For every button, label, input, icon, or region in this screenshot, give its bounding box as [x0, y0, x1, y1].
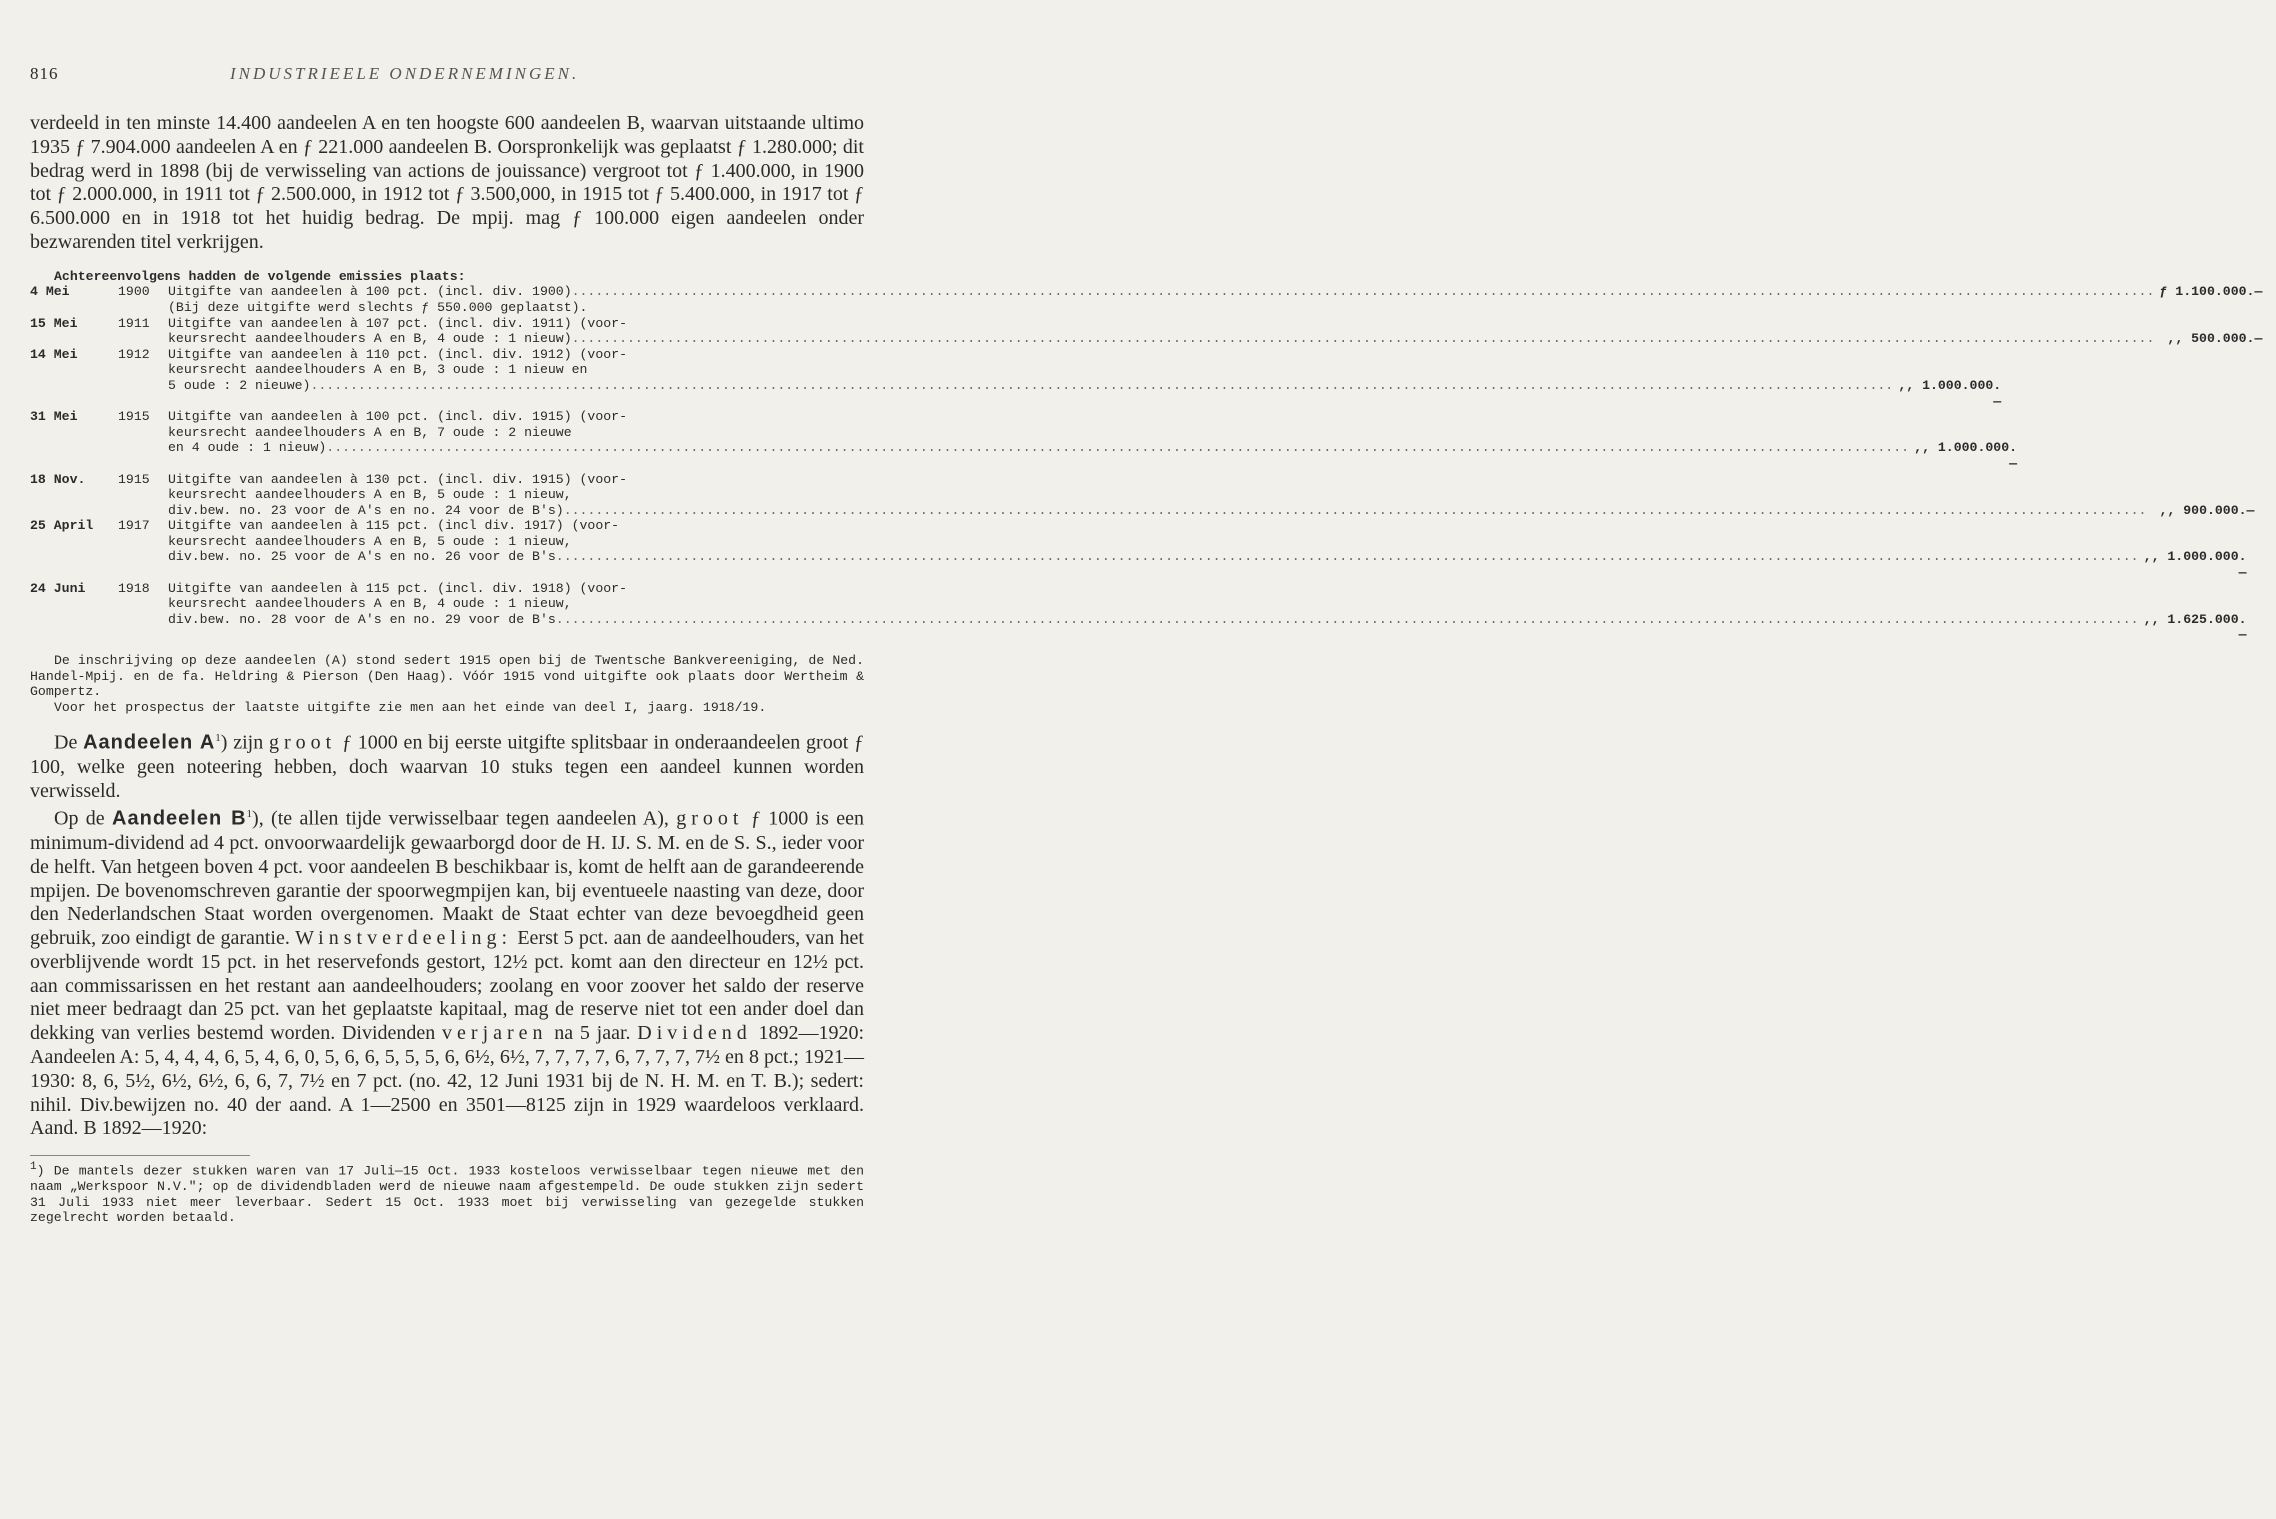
emission-year: 1917: [118, 518, 150, 534]
emission-line: [168, 409, 1909, 425]
emission-line-text: keursrecht aandeelhouders A en B, 5 oude : 1 nieuw,: [168, 533, 572, 549]
emission-description: [168, 518, 2143, 580]
emission-date: 18 Nov.: [30, 471, 86, 487]
emission-date: 15 Mei: [30, 315, 78, 331]
emission-line-text: 5 oude : 2 nieuwe): [168, 377, 311, 393]
emission-line-text: keursrecht aandeelhouders A en B, 5 oude : 1 nieuw,: [168, 487, 572, 503]
emission-amount: ,, 900.000.—: [2159, 502, 2255, 518]
emission-row: [30, 518, 2247, 581]
emission-description: [168, 581, 2143, 643]
emission-amount: ,, 1.000.000.—: [1914, 440, 2018, 471]
emission-description: [168, 472, 2150, 519]
emission-amount: ƒ 1.100.000.—: [2159, 284, 2263, 300]
text-span: ƒ 1000 en bij eerste uitgifte splitsbaar in onderaandeelen groot ƒ 100, welke geen noteering hebben, doch waarvan 10 stuks tegen een aandeel kunnen worden verwisseld.: [30, 732, 865, 802]
notes: [30, 653, 864, 715]
emission-line-text: div.bew. no. 23 voor de A's en no. 24 voor de B's): [168, 502, 564, 518]
text-span: De: [54, 732, 78, 755]
emission-row: [30, 346, 2002, 409]
emission-line-text: keursrecht aandeelhouders A en B, 3 oude : 1 nieuw en: [168, 362, 588, 378]
emission-line: [168, 581, 2139, 597]
emission-line: [168, 472, 2146, 488]
emission-amount: ,, 1.000.000.—: [1898, 377, 2002, 409]
emission-line: [168, 300, 2154, 316]
text-span: Op de: [54, 808, 105, 831]
footnote-ref: 1: [246, 808, 253, 821]
text-span: ƒ 1000 is een minimum-dividend ad 4 pct. onvoorwaardelijk gewaarborgd door de H. IJ. S. M. en de S. S., ieder voor de helft. Van hetgeen boven 4 pct. voor aandeelen B beschikbaar is, komt de helft aan de garandeerende mpijen. De bovenomschreven garantie der spoorwegmpijen kan, bij eventueele naasting van deze, door den Nederlandschen Staat worden overgenomen. Maakt de Staat echter van deze bevoegdheid geen gebruik, zoo eindigt de garantie.: [30, 808, 865, 950]
emission-amount: ,, 1.625.000.—: [2143, 611, 2247, 643]
emission-line: [168, 612, 2139, 628]
emission-line: [168, 316, 2154, 332]
leader-dots: ........................................................................................................................................................................................................: [326, 440, 1910, 456]
spaced-verjaren: verjaren: [442, 1022, 548, 1045]
emission-year: 1915: [118, 409, 150, 425]
emission-year: 1900: [118, 284, 150, 300]
emission-line: [168, 518, 2139, 534]
emission-line-text: (Bij deze uitgifte werd slechts ƒ 550.000 geplaatst).: [168, 299, 588, 315]
emission-line: [168, 347, 1893, 363]
emission-line: [168, 362, 1893, 378]
emission-row: [30, 580, 2247, 643]
emission-amount: ,, 1.000.000.—: [2143, 549, 2247, 581]
emission-line: [168, 549, 2139, 565]
emission-line-text: Uitgifte van aandeelen à 100 pct. (incl. div. 1900): [168, 284, 572, 300]
emission-row: [30, 315, 2263, 347]
page-number: 816: [30, 64, 59, 83]
emission-row: [30, 284, 2263, 315]
leader-dots: ........................................................................................................................................................................................................: [571, 331, 2155, 347]
emissions-list: [30, 284, 2263, 643]
spaced-winstverdeeling: Winstverdeeling:: [295, 927, 513, 950]
emission-line-text: Uitgifte van aandeelen à 107 pct. (incl. div. 1911) (voor-: [168, 315, 627, 331]
footnote: [30, 1160, 864, 1226]
emission-date: 4 Mei: [30, 284, 70, 300]
emission-line-text: div.bew. no. 25 voor de A's en no. 26 voor de B's: [168, 549, 556, 565]
emission-amount: ,, 500.000.—: [2167, 331, 2263, 347]
emission-line: [168, 378, 1893, 394]
spaced-dividend: Dividend: [637, 1022, 752, 1045]
leader-dots: ........................................................................................................................................................................................................: [555, 549, 2139, 565]
emission-line-text: div.bew. no. 28 voor de A's en no. 29 voor de B's: [168, 611, 556, 627]
leader-dots: ........................................................................................................................................................................................................: [563, 502, 2147, 518]
paragraph-aandeelen-b: [30, 803, 864, 1141]
footnote-rule: [30, 1155, 250, 1156]
emission-line-text: en 4 oude : 1 nieuw): [168, 440, 327, 456]
emission-description: [168, 284, 2158, 315]
text-span: Eerst 5 pct. aan de aandeelhouders, van het overblijvende wordt 15 pct. in het reservefonds gestort, 12½ pct. komt aan den directeur en 12½ pct. aan commissarissen en het restant aan aandeelhouders; zoolang en voor zoover het saldo der reserve niet meer bedraagt dan 25 pct. van het geplaatste kapitaal, mag de reserve niet tot een ander doel dan dekking van verlies bestemd worden. Dividenden: [30, 927, 864, 1045]
emission-date: 31 Mei: [30, 409, 78, 425]
emission-line-text: Uitgifte van aandeelen à 130 pct. (incl. div. 1915) (voor-: [168, 471, 627, 487]
emission-line: [168, 440, 1909, 456]
page-header: [30, 64, 864, 86]
footnote-marker: 1: [30, 1161, 37, 1174]
intro-paragraph: verdeeld in ten minste 14.400 aandeelen A en ten hoogste 600 aandeelen B, waarvan uitstaande ultimo 1935 ƒ 7.904.000 aandeelen A en ƒ 221.000 aandeelen B. Oorspronkelijk was geplaatst ƒ 1.280.000; dit bedrag werd in 1898 (bij de verwisseling van actions de jouissance) vergroot tot ƒ 1.400.000, in 1900 tot ƒ 2.000.000, in 1911 tot ƒ 2.500.000, in 1912 tot ƒ 3.500,000, in 1915 tot ƒ 5.400.000, in 1917 tot ƒ 6.500.000 en in 1918 tot het huidig bedrag. De mpij. mag ƒ 100.000 eigen aandeelen onder bezwarenden titel verkrijgen.: [30, 112, 864, 253]
emission-line: [168, 425, 1909, 441]
emission-line-text: Uitgifte van aandeelen à 100 pct. (incl. div. 1915) (voor-: [168, 409, 627, 425]
footnote-ref: 1: [215, 732, 221, 745]
text-span: na 5 jaar.: [554, 1022, 631, 1045]
emission-line: [168, 487, 2146, 503]
emission-line-text: keursrecht aandeelhouders A en B, 7 oude : 2 nieuwe: [168, 424, 572, 440]
emission-line: [168, 534, 2139, 550]
note-subscription: De inschrijving op deze aandeelen (A) stond sedert 1915 open bij de Twentsche Bankvereeniging, de Ned. Handel-Mpij. en de fa. Heldring & Pierson (Den Haag). Vóór 1915 vond uitgifte ook plaats door Wertheim & Gompertz.: [30, 653, 864, 700]
emission-date: 14 Mei: [30, 346, 78, 362]
emission-row: [30, 409, 2018, 471]
emissions-section: [30, 268, 2263, 716]
leader-dots: ........................................................................................................................................................................................................: [555, 611, 2139, 627]
text-span: 1892—1920: Aandeelen A: 5, 4, 4, 4, 6, 5, 4, 6, 0, 5, 6, 6, 5, 5, 5, 6, 6½, 6½, 7, 7, 7, 7, 6, 7, 7, 7, 7½ en 8 pct.; 1921—1930: 8, 6, 5½, 6½, 6½, 6, 6, 7, 7½ en 7 pct. (no. 42, 12 Juni 1931 bij de N. H. M. en T. B.); sedert: nihil. Div.bewijzen no. 40 der aand. A 1—2500 en 3501—8125 zijn in 1929 waardeloos verklaard. Aand. B 1892—1920:: [30, 1022, 865, 1140]
spaced-groot: groot: [269, 732, 337, 755]
emission-year: 1918: [118, 580, 150, 596]
spaced-groot: groot: [676, 808, 744, 831]
emission-year: 1915: [118, 471, 150, 487]
emission-description: [168, 409, 1913, 471]
emission-year: 1912: [118, 346, 150, 362]
emission-line: [168, 503, 2146, 519]
emission-description: [168, 347, 1897, 409]
emission-line-text: keursrecht aandeelhouders A en B, 4 oude : 1 nieuw): [168, 331, 572, 347]
text-span: ), (te allen tijde verwisselbaar tegen aandeelen A),: [252, 808, 669, 831]
emission-row: [30, 471, 2255, 519]
emission-line-text: Uitgifte van aandeelen à 115 pct. (incl div. 1917) (voor-: [168, 518, 620, 534]
term-aandeelen-b: Aandeelen B: [112, 808, 247, 831]
emission-line: [168, 596, 2139, 612]
emission-line-text: keursrecht aandeelhouders A en B, 4 oude : 1 nieuw,: [168, 596, 572, 612]
emission-year: 1911: [118, 315, 150, 331]
leader-dots: ........................................................................................................................................................................................................: [571, 284, 2155, 300]
paragraph-aandeelen-a: [30, 727, 864, 803]
emission-line: [168, 331, 2154, 347]
emission-line-text: Uitgifte van aandeelen à 115 pct. (incl. div. 1918) (voor-: [168, 580, 627, 596]
body-text: [30, 727, 864, 1141]
text-span: ) zijn: [220, 732, 264, 755]
emissions-title: Achtereenvolgens hadden de volgende emissies plaats:: [54, 268, 466, 284]
emission-line: [168, 284, 2154, 300]
emission-line-text: Uitgifte van aandeelen à 110 pct. (incl. div. 1912) (voor-: [168, 346, 627, 362]
emission-description: [168, 316, 2158, 347]
running-title: INDUSTRIEELE ONDERNEMINGEN.: [230, 64, 580, 83]
term-aandeelen-a: Aandeelen A: [83, 732, 216, 755]
emission-date: 25 April: [30, 518, 94, 534]
footnote-text: ) De mantels dezer stukken waren van 17 Juli—15 Oct. 1933 kosteloos verwisselbaar tegen nieuwe met den naam „Werkspoor N.V."; op de dividendbladen werd de nieuwe naam afgestempeld. De oude stukken zijn sedert 31 Juli 1933 niet meer leverbaar. Sedert 15 Oct. 1933 moet bij verwisseling van gezegelde stukken zegelrecht worden betaald.: [30, 1163, 864, 1226]
leader-dots: ........................................................................................................................................................................................................: [310, 377, 1894, 393]
note-prospectus: Voor het prospectus der laatste uitgifte zie men aan het einde van deel I, jaarg. 1918/19.: [54, 699, 767, 715]
page-content: [30, 112, 2263, 1226]
emission-date: 24 Juni: [30, 580, 86, 596]
